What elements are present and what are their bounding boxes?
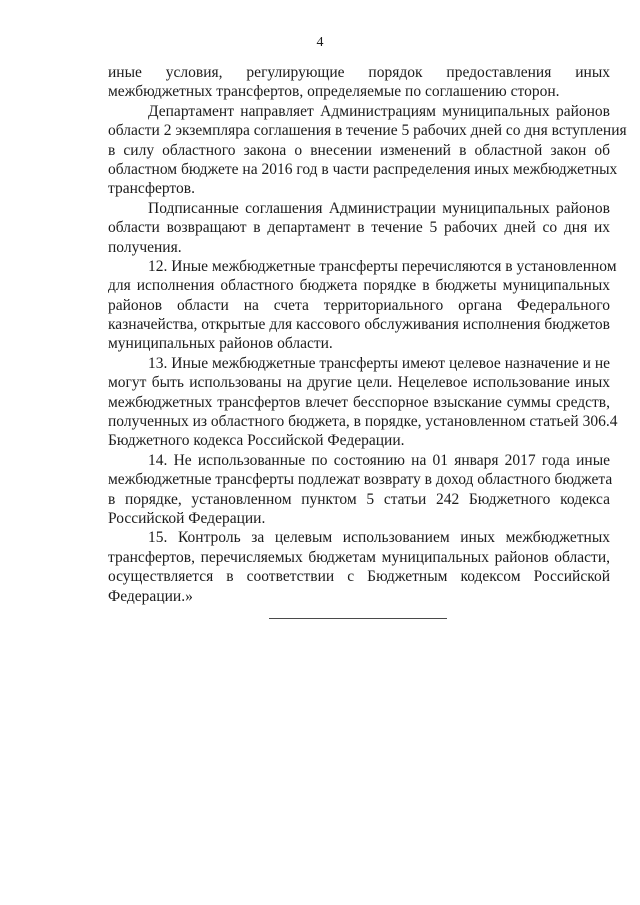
text-line: муниципальных районов области.: [108, 335, 333, 353]
text-line: в силу областного закона о внесении изменений в областной закон об: [108, 141, 610, 159]
text-line: полученных из областного бюджета, в порядке, установленном статьей 306.4: [108, 413, 618, 431]
text-line: районов области на счета территориального органа Федерального: [108, 296, 610, 314]
text-line: осуществляется в соответствии с Бюджетным кодексом Российской: [108, 568, 610, 586]
text-line: Бюджетного кодекса Российской Федерации.: [108, 432, 405, 450]
text-line: иные условия, регулирующие порядок предоставления иных: [108, 64, 610, 81]
text-line: Департамент направляет Администрациям муниципальных районов: [148, 102, 610, 120]
text-line: 14. Не использованные по состоянию на 01 января 2017 года иные: [148, 451, 610, 469]
text-line: трансфертов.: [108, 180, 195, 198]
text-line: Подписанные соглашения Администрации муниципальных районов: [148, 199, 610, 217]
text-line: межбюджетных трансфертов влечет бесспорное взыскание суммы средств,: [108, 393, 610, 411]
text-line: получения.: [108, 238, 182, 256]
text-line: межбюджетных трансфертов, определяемые по соглашению сторон.: [108, 83, 560, 101]
text-line: области 2 экземпляра соглашения в течение 5 рабочих дней со дня вступления: [108, 122, 627, 140]
text-line: могут быть использованы на другие цели. Нецелевое использование иных: [108, 374, 610, 392]
text-line: казначейства, открытые для кассового обслуживания исполнения бюджетов: [108, 316, 610, 334]
text-line: межбюджетные трансферты подлежат возврату в доход областного бюджета: [108, 471, 613, 489]
document-body: [108, 63, 627, 606]
text-line: Российской Федерации.: [108, 509, 266, 527]
text-line: 15. Контроль за целевым использованием иных межбюджетных: [148, 529, 610, 547]
text-line: области возвращают в департамент в течение 5 рабочих дней со дня их: [108, 219, 610, 237]
text-line: областном бюджете на 2016 год в части распределения иных межбюджетных: [108, 160, 618, 178]
text-line: 12. Иные межбюджетные трансферты перечисляются в установленном: [148, 257, 617, 275]
page-number: 4: [316, 35, 324, 50]
text-line: Федерации.»: [108, 587, 193, 605]
closing-divider: [269, 618, 447, 619]
text-line: 13. Иные межбюджетные трансферты имеют целевое назначение и не: [148, 354, 610, 372]
text-line: в порядке, установленном пунктом 5 статьи 242 Бюджетного кодекса: [108, 490, 610, 508]
text-line: для исполнения областного бюджета порядке в бюджеты муниципальных: [108, 277, 610, 295]
text-line: трансфертов, перечисляемых бюджетам муниципальных районов области,: [108, 548, 610, 566]
